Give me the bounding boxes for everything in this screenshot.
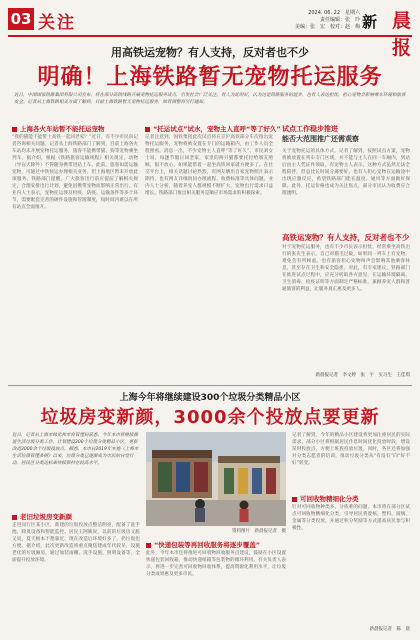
header-rule [8, 35, 412, 37]
story2-lead: 近日，记者从上海市绿化和市容管理局获悉，今年本市将继续推进生活垃圾分类工作，计划建设300个垃圾分类精品小区，更新改造3000余个垃圾投放点。据悉，本市自2019年实施《上海市生活垃圾管理条例》以来，垃圾分类已逐渐成为市民的自觉行动，居民区分类达标率持续保持在较高水平。 [12, 433, 139, 466]
bullet-square-icon [12, 127, 17, 132]
header-date: 2024. 06. 22 星期六 [308, 10, 360, 16]
story2-kicker: 上海今年将继续建设300个垃圾分类精品小区 [119, 393, 301, 403]
story2-column-2: 此外，今年本市还将推进可回收物回收服务点建设，鼓励在小区设置快递包装回收箱，推动快递纸箱等包装物的循环利用。有关负责人表示，将进一步完善可回收物回收体系，提高资源化利用水平，让垃圾分类成果惠及更多市民。 [146, 551, 286, 577]
story1-headline: 明确！上海铁路暂无宠物托运服务 [37, 65, 383, 90]
header-meta [295, 10, 360, 31]
story2-subhead-1: 老旧垃圾房变新颜 [12, 512, 72, 521]
logo-part-2: 晨报 [392, 10, 412, 59]
bullet-square-icon [292, 497, 297, 502]
story1-pullquote: 试点工作稳步推进 能否大范围推广还需观察 [282, 125, 359, 143]
story1-column-3a: 关于宠物托运的具体方式，记者了解到，按照试点方案，宠物将被放置在列车专门区域，并不能与主人在同一车厢内，到站后由主人凭证件领取。有宠物主人表示，这种方式虽然无法全程陪伴，但总比长时间分离要好。也有人担心宠物在运输途中出现应激反应，希望铁路部门能在温度、通风等方面做好保障。此外，托运价格也成为关注焦点，部分市民认为收费应合理透明。 [282, 149, 410, 196]
bullet-square-icon [12, 515, 17, 520]
story2-subhead-2: “快递包装等再回收服务将逐步覆盖” [146, 540, 260, 549]
story2-byline: 新晨报记者 陈 晨 [369, 627, 410, 632]
section-name: 关注 [38, 13, 76, 33]
story1-column-1: “我的猫能不能带上高铁一起回老家？”近日，有不少市民向记者咨询相关问题。记者从上海铁路部门了解到，目前上海各火车站均未开展宠物托运服务，旅客不能携带猫、狗等宠物乘坐列车。据介绍，根据《铁路旅客运输规程》相关规定，动物（导盲犬除外）不得随身携带进站上车。此前，旅客如需运输宠物，可通过中铁快运办理相关业务，但上海地区暂未开放此项服务。铁路部门提醒，广大旅客出行前应提前了解相关规定，合理安排出行计划，避免因携带宠物而影响正常出行。有业内人士表示，宠物托运涉及检疫、防疫、运输条件等多个环节，需要配套完善的硬件设施和管理制度，短时间内难以在所有站点全面推开。 [12, 135, 138, 210]
header-staff: 美编：张 宏 校对：赵 梅 [294, 24, 360, 30]
newspaper-logo [362, 6, 412, 59]
story2-column-3a: 记者了解到，今年的精品小区建设将更加注重居民的实际需求。部分小区将根据居民作息时间优化投放时段，增设误时投放点，方便上班族投放垃圾。同时，各区还将加强对分类志愿者的培训，推动垃圾分类从“有没有”向“好不好”转变。 [292, 433, 410, 466]
bullet-square-icon [145, 127, 150, 132]
section-number: 03 [8, 8, 34, 30]
photo-caption: 资料图片 新晨报记者 摄 [232, 529, 286, 534]
news-photo [146, 432, 286, 526]
story2-column-3b: 针对可回收物种类多、分拣难的问题，本市将在部分区试点可回收物精细化分类，引导居民将废纸、塑料、玻璃、金属等分类投放，并通过积分奖励等方式提高居民参与积极性。 [292, 505, 410, 531]
story1-byline: 新晨报记者 李文婷 张 宇 实习生 王佳琪 [315, 373, 410, 378]
logo-part-1: 新 [362, 13, 378, 31]
story2-subhead-3: 可回收物精细化分类 [292, 494, 359, 503]
story2-column-1: 走进闵行区某小区，新建的垃圾投放点整洁明亮，配备了洗手池、除臭设备和智能监控。居民王阿姨说，以前的垃圾房又脏又臭，夏天根本不想靠近，现在改造后环境好多了，扔垃圾也方便。据介绍，此次更新改造将重点聚焦建成年代较早、设施老化的垃圾厢房，通过加装雨棚、洗手设施、照明设备等，全面提升投放环境。 [12, 523, 140, 563]
bullet-square-icon [146, 543, 151, 548]
story1-subhead-2: “托运试点”试水，宠物主人直呼“等了好久” [145, 124, 281, 133]
header-editor: 责任编辑：张 玲 [319, 17, 360, 23]
story1-subhead-1: 上海各火车站暂不能托运宠物 [12, 124, 105, 133]
story1-kicker: 用高铁运宠物？有人支持，反对者也不少 [111, 46, 309, 59]
story1-column-3b: 对于宠物托运服务，也有不少市民表示担忧。经常乘坐高铁出行的张先生表示，自己对猫毛过敏，如果同一列车上有宠物，难免会有所顾虑。也有旅客担心宠物叫声会影响其他乘客休息，甚至存在卫生和安全隐患。对此，有专家建议，铁路部门在推进试点过程中，应充分听取各方意见，在运输环境隔离、卫生消毒、检疫证明等方面制定严格标准，兼顾养宠人群和普通旅客的利益，让服务真正惠及更多人。 [282, 245, 410, 292]
story-divider [8, 385, 412, 386]
story1-lead: 近日，中国国家铁路集团有限公司宣布，将在部分高铁线路开展宠物托运服务试点，引发社会广泛关注。有人为此叫好，认为这是铁路服务的进步，也有人表达担忧，担心宠物会影响乘车环境和旅客安全。记者从上海铁路相关方面了解到，目前上海铁路暂无宠物托运服务，如有调整将另行通知。 [14, 93, 406, 105]
story1-subhead-3: 高铁运宠物？有人支持，反对者也不少 [282, 233, 410, 242]
story2-headline: 垃圾房变新颜，3000余个投放点要更新 [40, 407, 380, 428]
story1-column-2: 记者注意到，国铁集团此次试点将在京沪高铁部分车次推出宠物托运服务，宠物将被安置在专门的运输箱内，由工作人员全程照看。消息一出，不少宠物主人直呼“等了好久”。市民刘女士说，每逢节假日回老家，家里的两只猫都要托付给朋友照顾，很不放心，如果能带着一起坐高铁回家就方便多了。在社交平台上，相关话题讨论热烈，有网友晒出自家宠物照片表示期待，也有网友详细询问办理流程、收费标准等具体问题。业内人士分析，随着养宠人群规模不断扩大，宠物出行需求日益增长，铁路部门推出相关服务是顺应市场需求的积极探索。 [145, 135, 273, 196]
photo-illustration [146, 432, 286, 526]
